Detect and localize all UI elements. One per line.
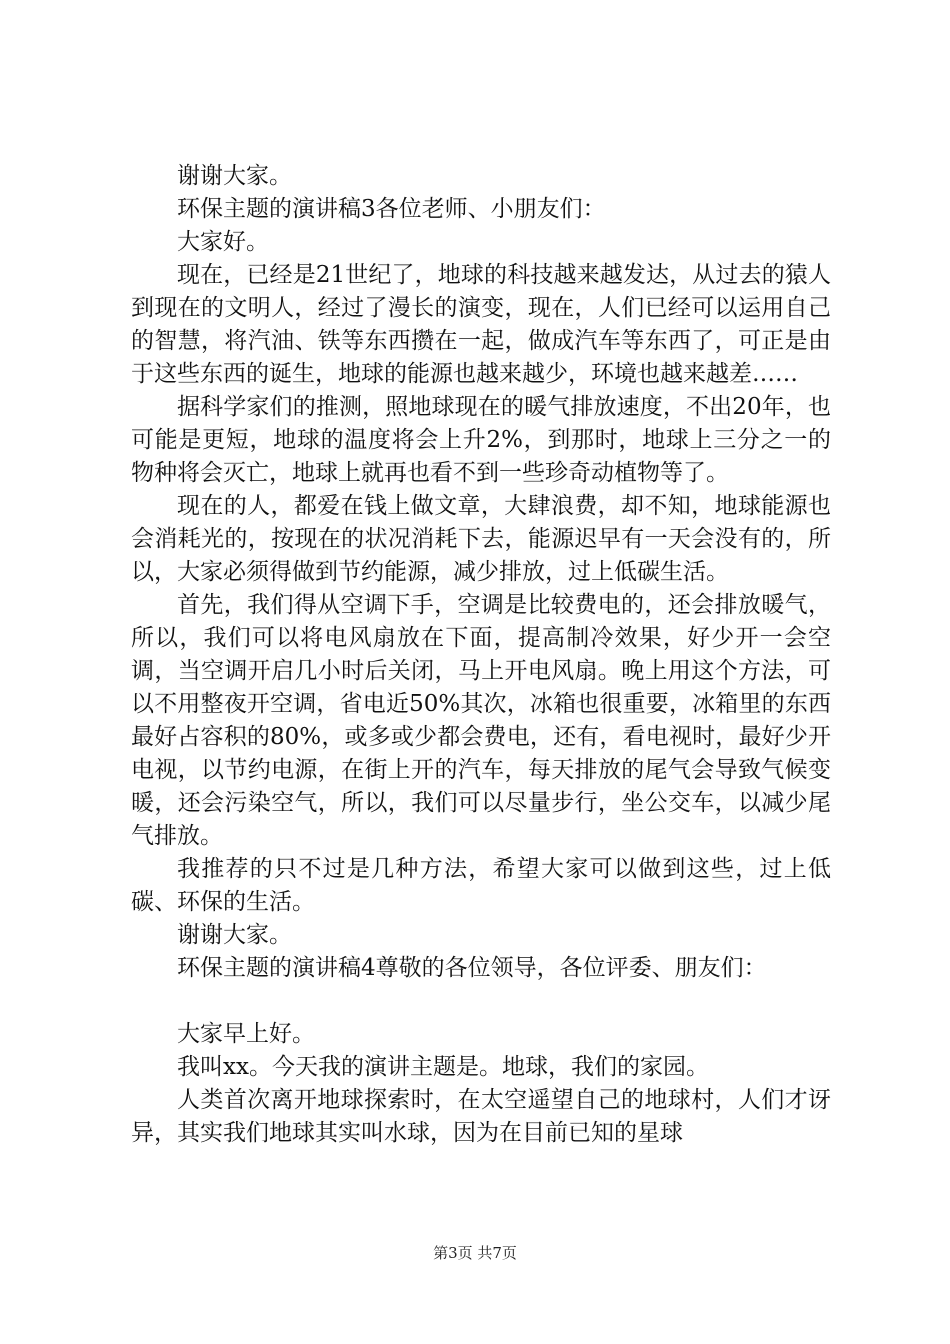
paragraph-thanks: 谢谢大家。 [177, 922, 292, 948]
paragraph-energy-tips: 首先，我们得从空调下手，空调是比较费电的，还会排放暖气，所以，我们可以将电风扇放在下面，提高制冷效果，好少开一会空调，当空调开启几小时后关闭，马上开电风扇。晚上用这个方法，可以不用整夜开空调，省电近50%其次，冰箱也很重要，冰箱里的东西最好占容积的80%，或多或少都会费电，还有，看电视时，最好少开电视，以节约电源，在街上开的汽车，每天排放的尾气会导致气候变暖，还会污染空气，所以，我们可以尽量步行，坐公交车，以减少尾气排放。 [131, 592, 831, 849]
paragraph-introduction: 我叫xx。今天我的演讲主题是。地球，我们的家园。 [177, 1054, 709, 1080]
paragraph-greeting: 大家好。 [177, 229, 269, 255]
blank-line [131, 985, 831, 1018]
paragraph-energy-waste: 现在的人，都爱在钱上做文章，大肆浪费，却不知，地球能源也会消耗光的，按现在的状况消耗下去，能源迟早有一天会没有的，所以，大家必须得做到节约能源，减少排放，过上低碳生活。 [131, 493, 831, 585]
paragraph-closing-thanks: 谢谢大家。 [177, 163, 292, 189]
paragraph-water-planet: 人类首次离开地球探索时，在太空遥望自己的地球村，人们才讶异，其实我们地球其实叫水球，因为在目前已知的星球 [131, 1087, 831, 1146]
paragraph-recommendation: 我推荐的只不过是几种方法，希望大家可以做到这些，过上低碳、环保的生活。 [131, 856, 831, 915]
paragraph-scientist-prediction: 据科学家们的推测，照地球现在的暖气排放速度，不出20年，也可能是更短，地球的温度将会上升2%，到那时，地球上三分之一的物种将会灭亡，地球上就再也看不到一些珍奇动植物等了。 [131, 394, 831, 486]
document-body [131, 160, 831, 1150]
paragraph-speech-4-heading: 环保主题的演讲稿4尊敬的各位领导，各位评委、朋友们： [177, 955, 767, 981]
paragraph-21st-century: 现在，已经是21世纪了，地球的科技越来越发达，从过去的猿人到现在的文明人，经过了漫长的演变，现在，人们已经可以运用自己的智慧，将汽油、铁等东西攒在一起，做成汽车等东西了，可正是由于这些东西的诞生，地球的能源也越来越少，环境也越来越差…… [131, 262, 831, 387]
paragraph-morning-greeting: 大家早上好。 [177, 1021, 315, 1047]
paragraph-speech-3-heading: 环保主题的演讲稿3各位老师、小朋友们： [177, 196, 606, 222]
page-number: 第3页 共7页 [433, 1244, 517, 1262]
